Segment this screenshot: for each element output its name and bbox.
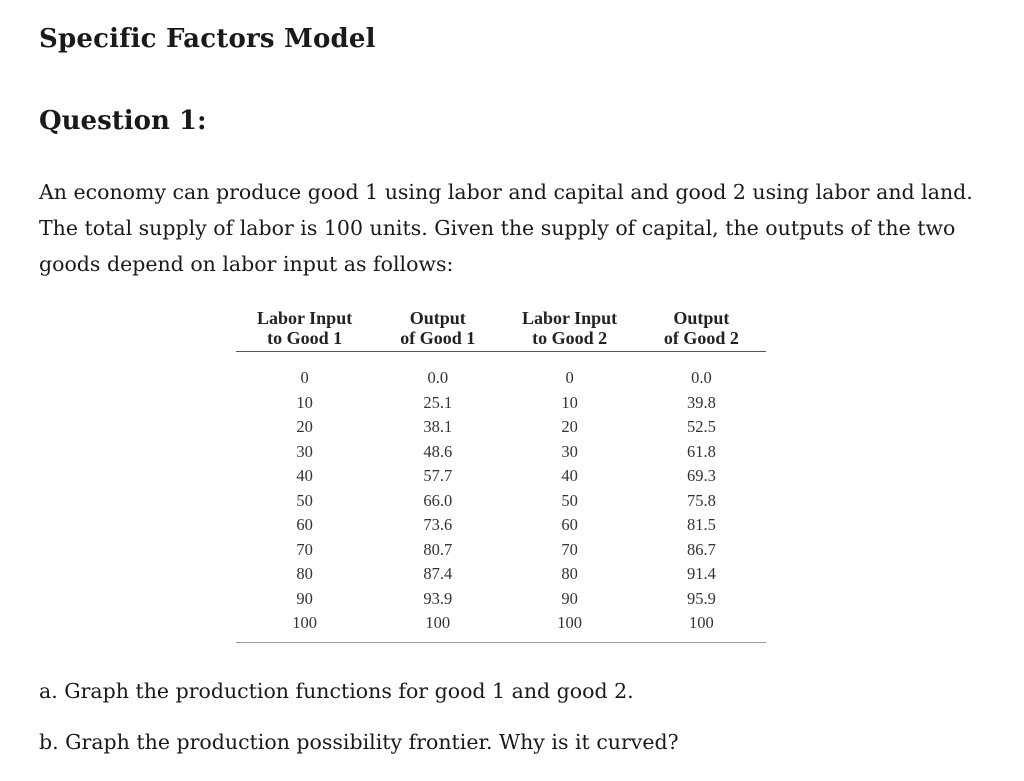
intro-line: goods depend on labor input as follows: [39,252,454,276]
labor-good2-cell: 50 [561,490,578,510]
labor-good2-cell: 60 [561,515,578,534]
output-good1-cell: 87.4 [423,564,453,583]
output-good1-cell: 66.0 [423,490,453,510]
header-labor-good2: Labor Input to Good 2 [502,308,637,352]
table-body [236,352,766,643]
intro-line: The total supply of labor is 100 units. Given the supply of capital, the outputs of the two [39,216,956,240]
labor-good2-cell: 80 [561,564,578,583]
output-good1-cell: 100 [373,611,502,642]
labor-good1-cell: 10 [296,392,313,412]
labor-good2-cell: 40 [561,466,578,485]
table-row [236,415,766,440]
question-label: Question 1: [39,106,207,136]
table-row [236,513,766,538]
table-row [236,587,766,612]
labor-good1-cell: 90 [296,588,313,608]
labor-good1-cell: 80 [296,564,313,583]
output-good2-cell: 75.8 [686,490,716,510]
header-output-good2: Output of Good 2 [637,308,766,352]
labor-good2-cell: 90 [561,588,578,608]
labor-good1-cell: 50 [296,490,313,510]
output-good2-cell: 61.8 [686,441,716,461]
table-row [236,391,766,416]
labor-good1-cell: 30 [296,441,313,461]
output-good1-cell: 57.7 [423,466,453,485]
table-row [236,440,766,465]
table-row [236,489,766,514]
labor-good1-cell: 40 [296,466,313,485]
output-good2-cell: 39.8 [686,392,716,412]
intro-line: An economy can produce good 1 using labor and capital and good 2 using labor and land. [39,180,973,204]
labor-good1-cell: 60 [296,515,313,534]
labor-good1-cell: 20 [296,417,313,436]
output-good1-cell: 25.1 [423,392,453,412]
output-good1-cell: 80.7 [423,539,453,559]
table-row [236,562,766,587]
labor-good2-cell: 30 [561,441,578,461]
output-good2-cell: 81.5 [686,515,716,534]
table-row [236,352,766,391]
task-a: a. Graph the production functions for good 1 and good 2. [39,679,634,703]
output-good2-cell: 100 [637,611,766,642]
table-header-row [236,308,766,352]
labor-good2-cell: 100 [502,611,637,642]
question-intro [39,174,989,282]
table-row [236,538,766,563]
labor-good2-cell: 70 [561,539,578,559]
document-title: Specific Factors Model [39,24,376,54]
output-good2-cell: 69.3 [686,466,716,485]
labor-good2-cell: 0 [565,368,574,387]
output-good1-cell: 38.1 [423,417,453,436]
task-b: b. Graph the production possibility frontier. Why is it curved? [39,730,679,754]
labor-good1-cell: 100 [236,611,373,642]
table-row [236,464,766,489]
header-labor-good1: Labor Input to Good 1 [236,308,373,352]
output-good1-cell: 93.9 [423,588,453,608]
labor-good1-cell: 70 [296,539,313,559]
labor-good2-cell: 20 [561,417,578,436]
labor-good1-cell: 0 [300,368,309,387]
output-good2-cell: 86.7 [686,539,716,559]
header-output-good1: Output of Good 1 [373,308,502,352]
labor-output-table [236,308,766,643]
output-good2-cell: 52.5 [686,417,716,436]
output-good2-cell: 91.4 [686,564,716,583]
output-good2-cell: 95.9 [686,588,716,608]
table-row [236,611,766,642]
output-good1-cell: 48.6 [423,441,453,461]
output-good2-cell: 0.0 [691,368,712,387]
output-good1-cell: 0.0 [427,368,449,387]
labor-good2-cell: 10 [561,392,578,412]
output-good1-cell: 73.6 [423,515,453,534]
